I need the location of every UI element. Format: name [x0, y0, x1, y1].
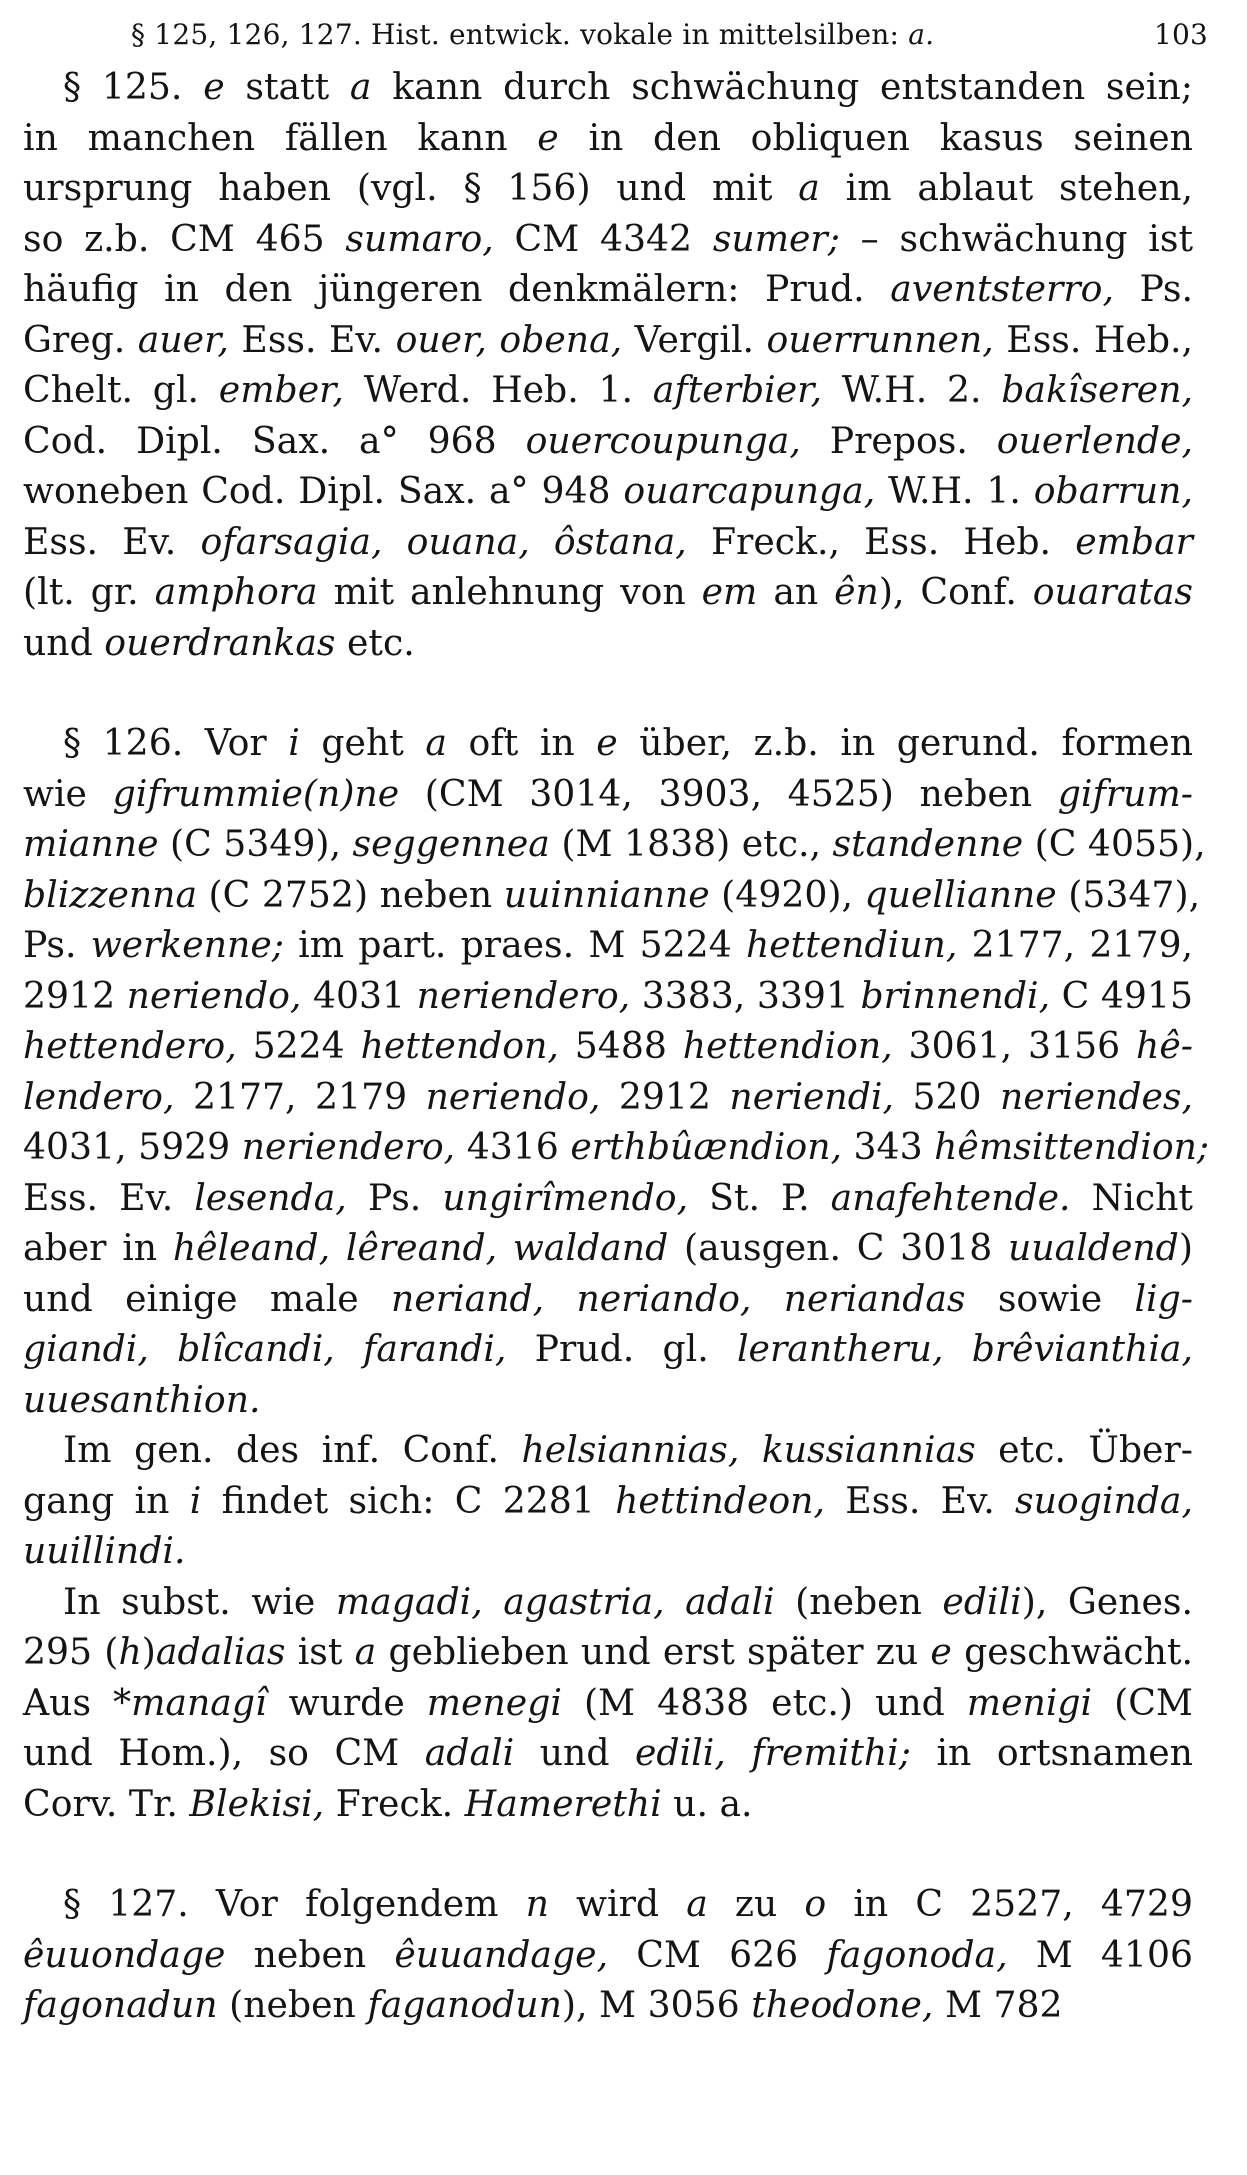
italic-term: sumaro, — [345, 216, 494, 260]
text-run: (4920), — [709, 872, 865, 916]
italic-term: o — [804, 1882, 827, 1925]
text-line — [23, 1476, 1193, 1527]
text-run: in den obliquen kasus seinen — [558, 115, 1193, 159]
text-run: ursprung haben (vgl. § 156) und mit — [23, 166, 799, 209]
text-line — [23, 62, 1193, 113]
text-run: ), Conf. — [878, 570, 1033, 613]
italic-term: neriendi, — [729, 1074, 894, 1118]
text-run: Ess. Ev. — [824, 1478, 1016, 1522]
text-line — [23, 517, 1193, 568]
text-run: (neben — [217, 1983, 368, 2026]
italic-term: Blekisi, — [189, 1781, 325, 1825]
italic-term: ouaratas — [1032, 570, 1193, 613]
italic-term: fagonoda, — [826, 1932, 1008, 1976]
text-run: zu — [707, 1882, 805, 1925]
italic-term: Hamerethi — [464, 1781, 662, 1825]
text-line — [23, 1223, 1193, 1274]
text-run: Ps. — [1113, 267, 1193, 310]
italic-term: lendero, — [23, 1074, 175, 1118]
text-line — [23, 416, 1193, 467]
text-run: oft in — [446, 721, 597, 764]
italic-term: menigi — [966, 1680, 1093, 1724]
italic-term: i — [288, 721, 300, 764]
italic-term: hettindeon, — [615, 1478, 825, 1522]
italic-term: lig- — [1134, 1276, 1193, 1320]
italic-term: suoginda, — [1015, 1478, 1193, 1522]
text-line — [23, 718, 1193, 769]
text-line — [23, 1324, 1193, 1375]
italic-term: uuillindi. — [23, 1529, 186, 1572]
text-run: Ess. Ev. — [228, 317, 396, 361]
text-line — [23, 1274, 1193, 1325]
text-run: Im gen. des inf. Conf. — [63, 1428, 522, 1471]
text-run: W.H. 2. — [822, 368, 1002, 411]
text-run: in manchen fällen kann — [23, 115, 538, 159]
italic-term: amphora — [154, 570, 318, 613]
text-run: Nicht — [1070, 1175, 1193, 1219]
italic-term: neriendo, — [126, 973, 302, 1017]
italic-term: gifrummie(n)ne — [112, 771, 400, 815]
italic-term: hettendon, — [360, 1024, 559, 1067]
paragraph-p126c — [23, 1577, 1193, 1830]
italic-term: hettendiun, — [745, 923, 958, 966]
text-line — [23, 1879, 1193, 1930]
text-run: M 782 — [933, 1983, 1063, 2026]
text-run: findet sich: C 2281 — [201, 1478, 616, 1522]
text-run: 295 ( — [23, 1630, 119, 1673]
italic-term: lesenda, — [194, 1175, 347, 1219]
text-line — [23, 1122, 1210, 1173]
text-run: Prepos. — [800, 418, 997, 462]
text-run: Prud. gl. — [506, 1327, 737, 1370]
italic-term: ouercoupunga, — [525, 418, 801, 462]
italic-term: magadi, agastria, adali — [335, 1579, 775, 1623]
book-page — [23, 10, 1210, 2031]
text-run: in ortsnamen — [910, 1731, 1193, 1774]
italic-term: giandi, blîcandi, farandi, — [23, 1327, 507, 1370]
italic-term: edili, fremithi; — [635, 1731, 911, 1774]
text-line — [23, 1678, 1193, 1729]
italic-term: e — [930, 1630, 952, 1673]
text-run: In subst. wie — [63, 1579, 336, 1623]
text-run: im ablaut stehen, — [819, 166, 1194, 209]
text-run: M 4106 — [1007, 1932, 1193, 1976]
text-run: 3061, 3156 — [892, 1024, 1137, 1067]
italic-term: ouer, obena, — [395, 317, 623, 361]
italic-term: ember, — [218, 368, 344, 411]
text-line — [23, 113, 1193, 164]
italic-term: hettendion, — [682, 1024, 893, 1067]
text-run: Werd. Heb. 1. — [343, 368, 653, 411]
italic-term: em — [701, 570, 758, 613]
text-run: 5224 — [236, 1024, 361, 1067]
text-line — [23, 618, 1193, 669]
text-run: geblieben und erst später zu — [376, 1630, 931, 1673]
text-run: etc. Über- — [975, 1428, 1193, 1471]
text-run: Aus — [23, 1680, 113, 1724]
italic-term: neriendo, — [425, 1074, 601, 1118]
italic-term: hettendero, — [23, 1024, 237, 1067]
italic-term: embar — [1075, 519, 1193, 563]
text-run: gang in — [23, 1478, 190, 1522]
text-run: kann durch schwächung entstanden sein; — [371, 65, 1193, 108]
text-line — [23, 1173, 1193, 1224]
italic-term: ouerlende, — [996, 418, 1193, 462]
text-run: (M 4838 etc.) und — [561, 1680, 967, 1724]
text-line — [23, 971, 1193, 1022]
text-run: 2177, 2179 — [174, 1074, 426, 1118]
text-run: Ps. — [23, 923, 91, 966]
text-run: § 126. Vor — [63, 721, 289, 764]
italic-term: hêmsittendion; — [934, 1125, 1210, 1168]
italic-term: hê- — [1136, 1024, 1193, 1067]
text-run: 4031 — [301, 973, 417, 1017]
text-run: CM 626 — [608, 1932, 827, 1976]
italic-term: a — [349, 65, 372, 108]
italic-term: e — [596, 721, 618, 764]
text-run: ) — [141, 1630, 156, 1673]
text-run: CM 4342 — [493, 216, 713, 260]
text-line — [23, 1526, 1193, 1577]
text-run: 2912 — [600, 1074, 730, 1118]
page-number: 103 — [1153, 18, 1208, 51]
italic-term: erthbûændion, — [570, 1125, 843, 1168]
text-run: aber in — [23, 1226, 173, 1269]
text-run: § 125. — [63, 65, 204, 108]
text-line — [23, 1021, 1193, 1072]
italic-term: ên — [834, 570, 879, 613]
text-line — [23, 819, 1206, 870]
text-run: Greg. — [23, 317, 138, 361]
italic-term: standenne — [832, 822, 1024, 865]
text-line — [23, 769, 1193, 820]
text-run: und — [23, 620, 105, 664]
body-text — [23, 62, 1210, 2031]
text-run: (C 4055), — [1023, 822, 1206, 865]
italic-term: werkenne; — [90, 923, 284, 966]
paragraph-p126b — [23, 1425, 1193, 1577]
text-run: St. P. — [688, 1175, 831, 1219]
italic-term: mianne — [23, 822, 159, 865]
italic-term: fagonadun — [23, 1983, 218, 2026]
text-line — [23, 264, 1193, 315]
paragraph-p125 — [23, 62, 1193, 668]
italic-term: e — [203, 65, 225, 108]
text-run: statt — [224, 65, 350, 108]
italic-term: neriand, neriando, neriandas — [391, 1276, 966, 1320]
paragraph-p126 — [23, 718, 1210, 1425]
italic-term: brinnendi, — [860, 973, 1051, 1017]
text-run: Freck. — [324, 1781, 465, 1825]
text-run: (C 2752) neben — [197, 872, 504, 916]
text-line — [23, 315, 1193, 366]
running-head — [131, 18, 934, 51]
text-run: und einige male — [23, 1276, 392, 1320]
text-run: ) — [1178, 1226, 1193, 1269]
text-run: über, z.b. in gerund. formen — [617, 721, 1193, 764]
text-run: 4031, 5929 — [23, 1125, 242, 1168]
italic-term: ouarcapunga, — [623, 469, 876, 512]
text-run: (C 5349), — [158, 822, 353, 865]
text-run: und — [514, 1731, 636, 1774]
italic-term: sumer; — [712, 216, 840, 260]
italic-term: ofarsagia, ouana, ôstana, — [200, 519, 687, 563]
text-line — [23, 1627, 1193, 1678]
text-run: in C 2527, 4729 — [826, 1882, 1193, 1925]
italic-term: menegi — [426, 1680, 562, 1724]
text-run: Chelt. gl. — [23, 368, 219, 411]
text-run: geschwächt. — [951, 1630, 1193, 1673]
italic-term: e — [537, 115, 559, 159]
text-run: an — [757, 570, 835, 613]
text-run: geht — [299, 721, 426, 764]
text-run: 5488 — [558, 1024, 683, 1067]
italic-term: ouerrunnen, — [766, 317, 994, 361]
italic-term: quellianne — [864, 872, 1057, 916]
italic-term: theodone, — [751, 1983, 934, 2026]
text-run: wie — [23, 771, 113, 815]
text-line — [23, 567, 1193, 618]
text-line — [23, 870, 1201, 921]
italic-term: lerantheru, brêvianthia, — [736, 1327, 1193, 1370]
text-line — [23, 1779, 1193, 1830]
italic-term: aventsterro, — [890, 267, 1114, 310]
text-line — [23, 1980, 1193, 2031]
text-run: (lt. gr. — [23, 570, 155, 613]
text-run: W.H. 1. — [875, 469, 1034, 512]
italic-term: hêleand, lêreand, waldand — [172, 1226, 669, 1269]
italic-term: auer, — [137, 317, 229, 361]
text-run: häufig in den jüngeren denkmälern: Prud. — [23, 267, 891, 310]
italic-term: edili — [942, 1579, 1022, 1623]
text-run: etc. — [335, 620, 415, 664]
text-run: wurde — [266, 1680, 427, 1724]
text-line — [23, 1425, 1193, 1476]
text-run: und Hom.), so CM — [23, 1731, 425, 1774]
text-run: (5347), — [1056, 872, 1201, 916]
italic-term: n — [525, 1882, 549, 1925]
italic-term: afterbier, — [652, 368, 822, 411]
text-run: sowie — [965, 1276, 1135, 1320]
text-run: neben — [225, 1932, 395, 1976]
italic-term: a — [686, 1882, 708, 1925]
text-run: 2177, 2179, — [957, 923, 1193, 966]
text-run: § 127. Vor folgendem — [63, 1882, 526, 1925]
text-run: Freck., Ess. Heb. — [686, 519, 1076, 563]
italic-term: anafehtende. — [830, 1175, 1071, 1219]
text-run: Cod. Dipl. Sax. a° 968 — [23, 418, 526, 462]
running-head-italic: a. — [908, 18, 935, 51]
italic-term: i — [189, 1478, 202, 1522]
italic-term: h — [118, 1630, 142, 1673]
italic-term: bakîseren, — [1001, 368, 1194, 411]
running-head-text: § 125, 126, 127. Hist. entwick. vokale in mittelsilben: — [131, 18, 900, 51]
italic-term: *managî — [113, 1680, 267, 1724]
italic-term: gifrum- — [1057, 771, 1193, 815]
italic-term: uualdend — [1008, 1226, 1179, 1269]
text-run: (ausgen. C 3018 — [668, 1226, 1009, 1269]
text-run: 3383, 3391 — [630, 973, 861, 1017]
italic-term: neriendero, — [241, 1125, 456, 1168]
text-run: (CM 3014, 3903, 4525) neben — [399, 771, 1058, 815]
italic-term: uuesanthion. — [23, 1377, 261, 1421]
italic-term: blizzenna — [23, 872, 198, 916]
text-run: wird — [548, 1882, 687, 1925]
text-run: 343 — [842, 1125, 935, 1168]
text-run: 4316 — [455, 1125, 571, 1168]
text-line — [23, 1728, 1193, 1779]
text-run: C 4915 — [1050, 973, 1193, 1017]
italic-term: seggennea — [352, 822, 550, 865]
italic-term: êuuandage, — [394, 1932, 609, 1976]
text-run: ), Genes. — [1021, 1579, 1193, 1623]
text-run: 2912 — [23, 973, 127, 1017]
italic-term: faganodun — [367, 1983, 562, 2026]
text-run: u. a. — [661, 1781, 753, 1825]
italic-term: a — [798, 166, 820, 209]
italic-term: adali — [424, 1731, 515, 1774]
text-run: Ess. Heb., — [993, 317, 1193, 361]
text-line — [23, 466, 1193, 517]
italic-term: ungirîmendo, — [442, 1175, 689, 1219]
text-run: (neben — [774, 1579, 943, 1623]
paragraph-p127 — [23, 1879, 1193, 2031]
text-run: Ess. Ev. — [23, 519, 201, 563]
text-run: Ps. — [346, 1175, 443, 1219]
text-run: woneben Cod. Dipl. Sax. a° 948 — [23, 469, 624, 512]
text-run: so z.b. CM 465 — [23, 216, 346, 260]
text-run: Vergil. — [622, 317, 767, 361]
text-run: 520 — [893, 1074, 1001, 1118]
italic-term: uuinnianne — [503, 872, 710, 916]
italic-term: ouerdrankas — [104, 620, 336, 664]
running-header — [23, 10, 1208, 52]
text-line — [23, 365, 1193, 416]
text-run: Ess. Ev. — [23, 1175, 195, 1219]
text-run: Corv. Tr. — [23, 1781, 190, 1825]
italic-term: helsiannias, kussiannias — [521, 1428, 976, 1471]
text-line — [23, 1375, 1193, 1426]
italic-term: adalias — [155, 1630, 286, 1673]
text-line — [23, 1930, 1193, 1981]
text-run: ist — [285, 1630, 355, 1673]
text-run: (CM — [1092, 1680, 1193, 1724]
text-line — [23, 1577, 1193, 1628]
text-line — [23, 920, 1193, 971]
italic-term: neriendero, — [416, 973, 631, 1017]
text-line — [23, 1072, 1193, 1123]
text-run: im part. praes. M 5224 — [283, 923, 746, 966]
italic-term: obarrun, — [1033, 469, 1193, 512]
text-line — [23, 163, 1193, 214]
text-line — [23, 214, 1193, 265]
text-run: (M 1838) etc., — [549, 822, 833, 865]
italic-term: êuuondage — [23, 1932, 226, 1976]
italic-term: a — [425, 721, 447, 764]
italic-term: neriendes, — [1000, 1074, 1193, 1118]
text-run: ), M 3056 — [561, 1983, 752, 2026]
text-run: mit anlehnung von — [317, 570, 702, 613]
text-run: – schwächung ist — [839, 216, 1193, 260]
italic-term: a — [354, 1630, 377, 1673]
